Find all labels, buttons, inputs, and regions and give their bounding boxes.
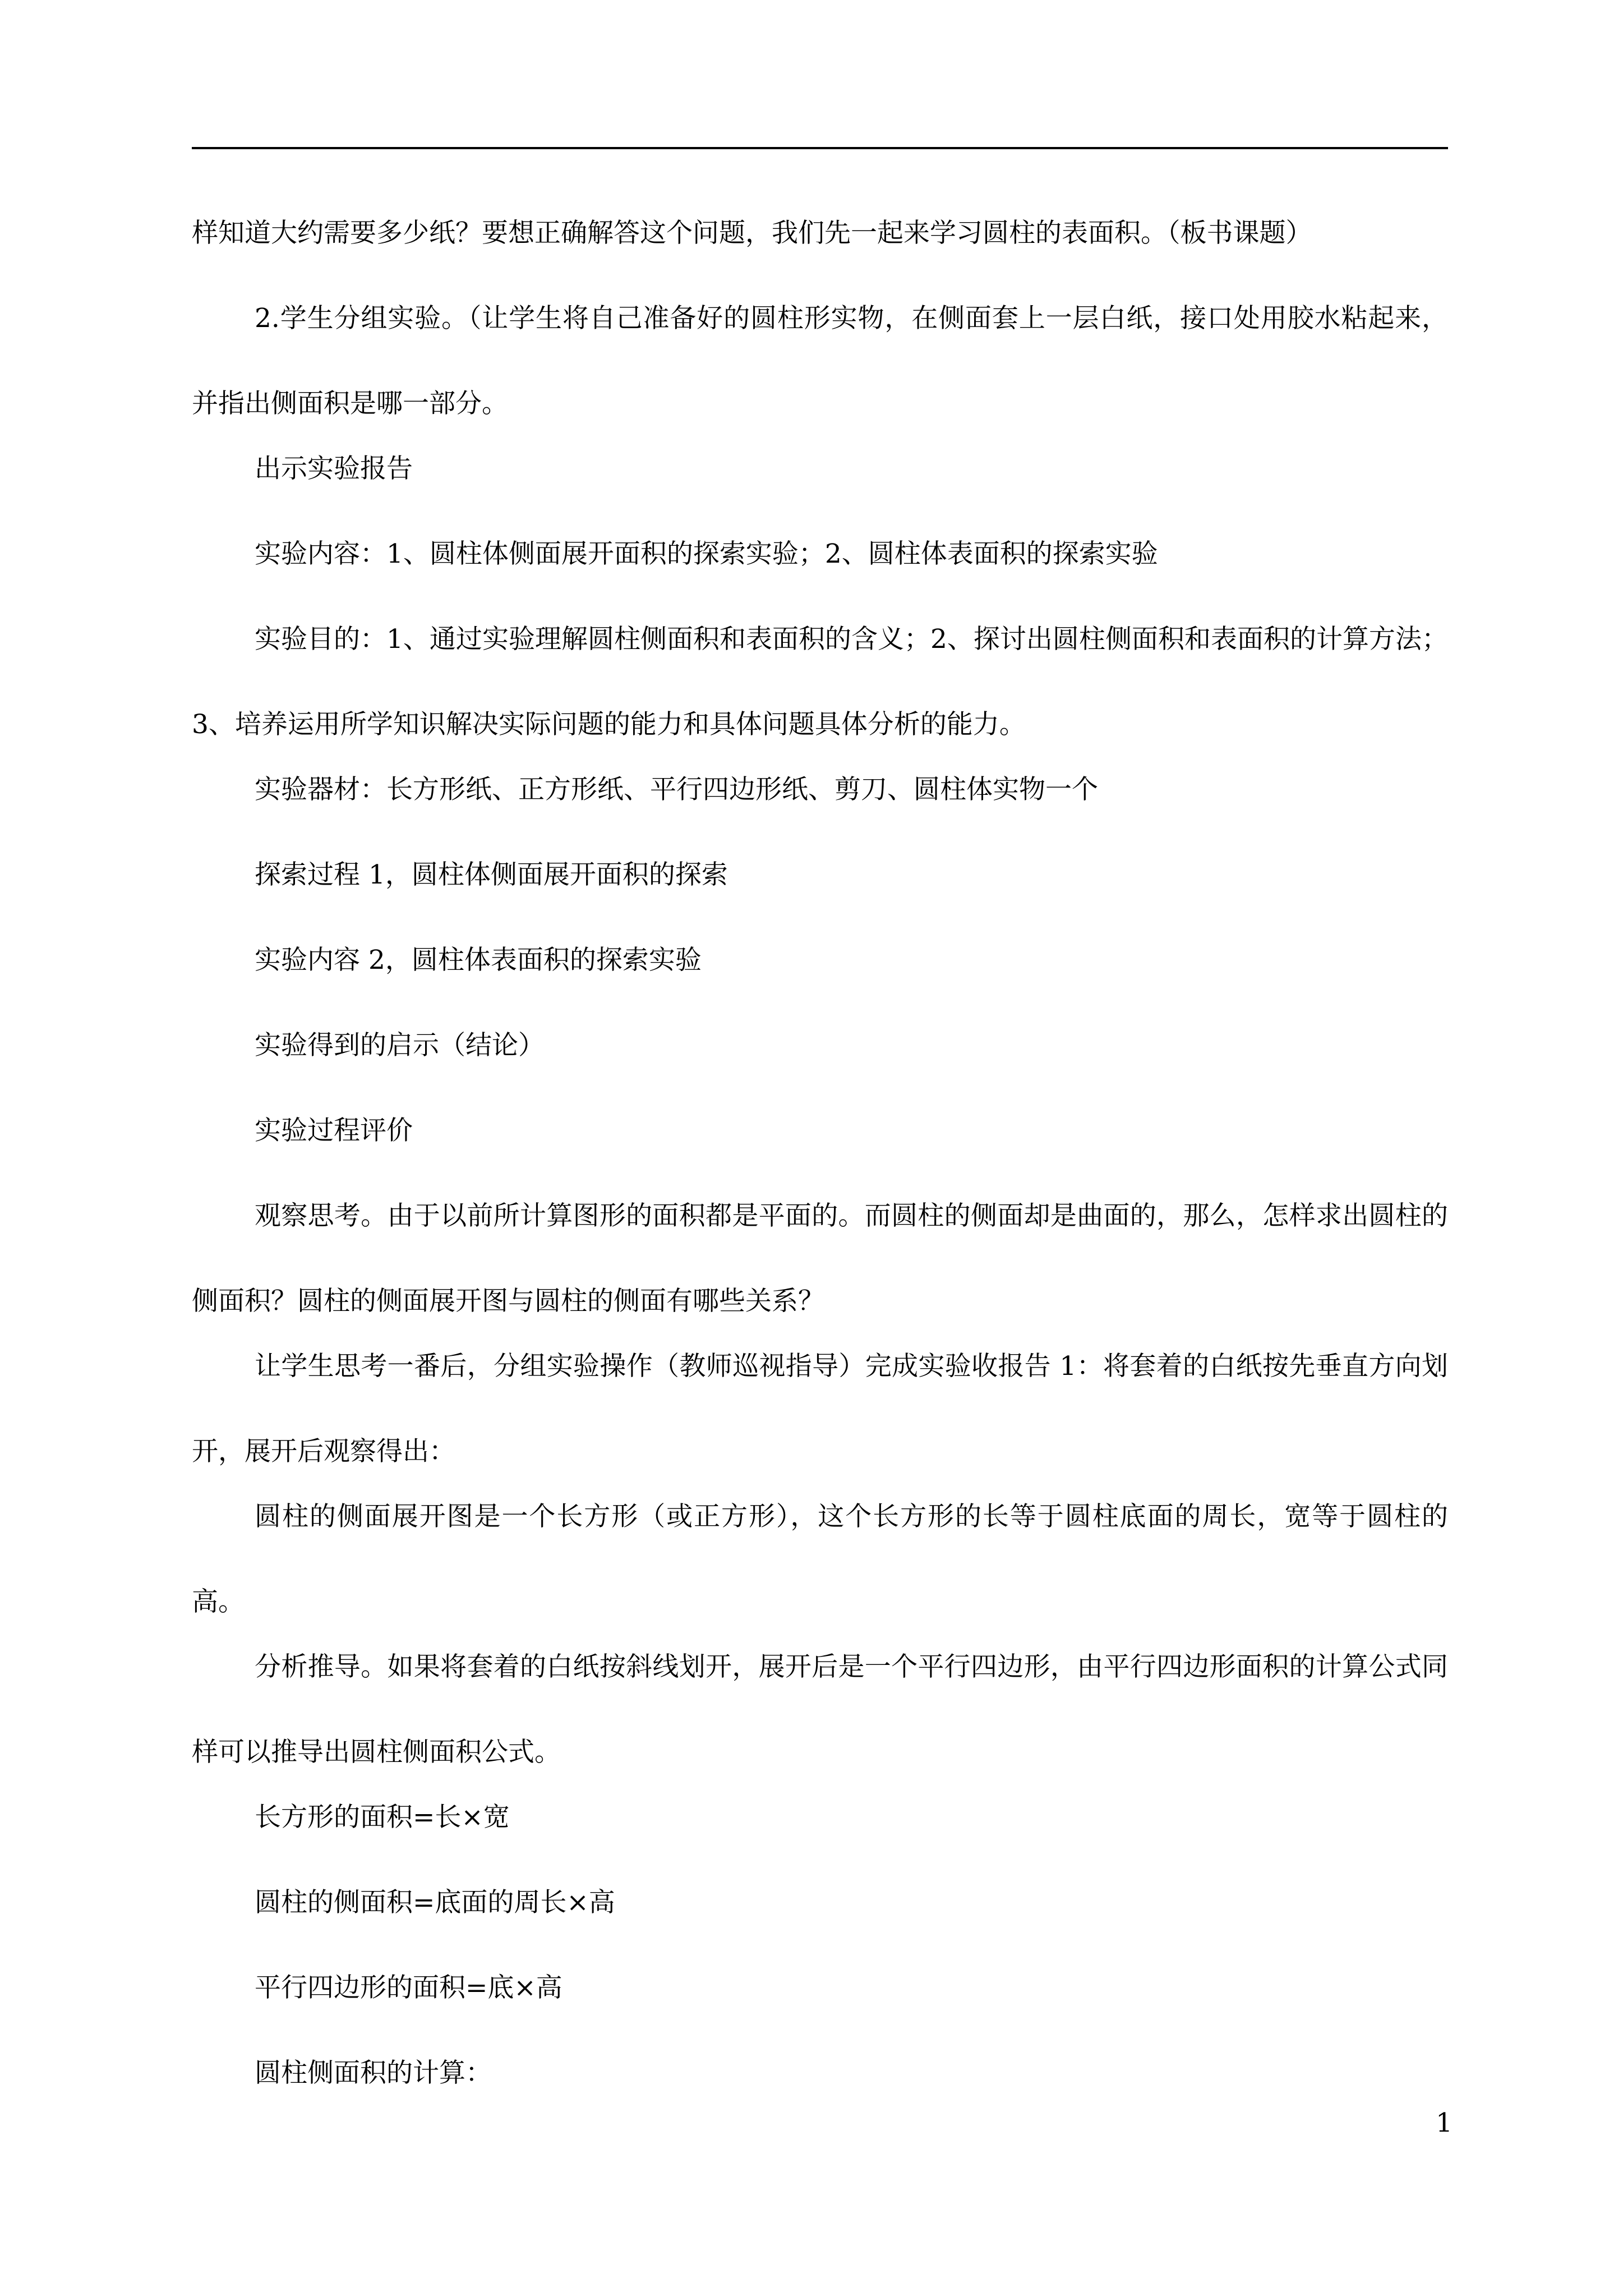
- header-rule: [192, 147, 1448, 149]
- paragraph-3: 出示实验报告: [255, 453, 413, 484]
- paragraph-15: 长方形的面积=长×宽: [255, 1802, 510, 1833]
- paragraph-4: 实验内容：1、圆柱体侧面展开面积的探索实验；2、圆柱体表面积的探索实验: [255, 539, 1158, 569]
- paragraph-13: 圆柱的侧面展开图是一个长方形（或正方形），这个长方形的长等于圆柱底面的周长，宽等于圆柱的高。: [192, 1501, 1448, 1617]
- paragraph-10: 实验过程评价: [255, 1115, 413, 1146]
- paragraph-8: 实验内容 2，圆柱体表面积的探索实验: [255, 945, 702, 976]
- paragraph-17: 平行四边形的面积=底×高: [255, 1972, 562, 2003]
- page-number: 1: [1436, 2108, 1453, 2138]
- paragraph-12: 让学生思考一番后，分组实验操作（教师巡视指导）完成实验收报告 1：将套着的白纸按先垂直方向划开，展开后观察得出：: [192, 1351, 1448, 1467]
- paragraph-9: 实验得到的启示（结论）: [255, 1030, 545, 1061]
- paragraph-18: 圆柱侧面积的计算：: [255, 2058, 492, 2088]
- paragraph-7: 探索过程 1，圆柱体侧面展开面积的探索: [255, 859, 728, 890]
- paragraph-14: 分析推导。如果将套着的白纸按斜线划开，展开后是一个平行四边形，由平行四边形面积的计算公式同样可以推导出圆柱侧面积公式。: [192, 1651, 1448, 1768]
- paragraph-6: 实验器材：长方形纸、正方形纸、平行四边形纸、剪刀、圆柱体实物一个: [255, 774, 1098, 805]
- paragraph-16: 圆柱的侧面积=底面的周长×高: [255, 1887, 615, 1918]
- paragraph-2: 2.学生分组实验。（让学生将自己准备好的圆柱形实物，在侧面套上一层白纸，接口处用胶水粘起来，并指出侧面积是哪一部分。: [192, 303, 1448, 419]
- paragraph-11: 观察思考。由于以前所计算图形的面积都是平面的。而圆柱的侧面却是曲面的，那么，怎样求出圆柱的侧面积？圆柱的侧面展开图与圆柱的侧面有哪些关系？: [192, 1200, 1448, 1317]
- paragraph-5: 实验目的：1、通过实验理解圆柱侧面积和表面积的含义；2、探讨出圆柱侧面积和表面积的计算方法；3、培养运用所学知识解决实际问题的能力和具体问题具体分析的能力。: [192, 624, 1448, 740]
- paragraph-1: 样知道大约需要多少纸？要想正确解答这个问题，我们先一起来学习圆柱的表面积。（板书课题）: [192, 218, 1312, 249]
